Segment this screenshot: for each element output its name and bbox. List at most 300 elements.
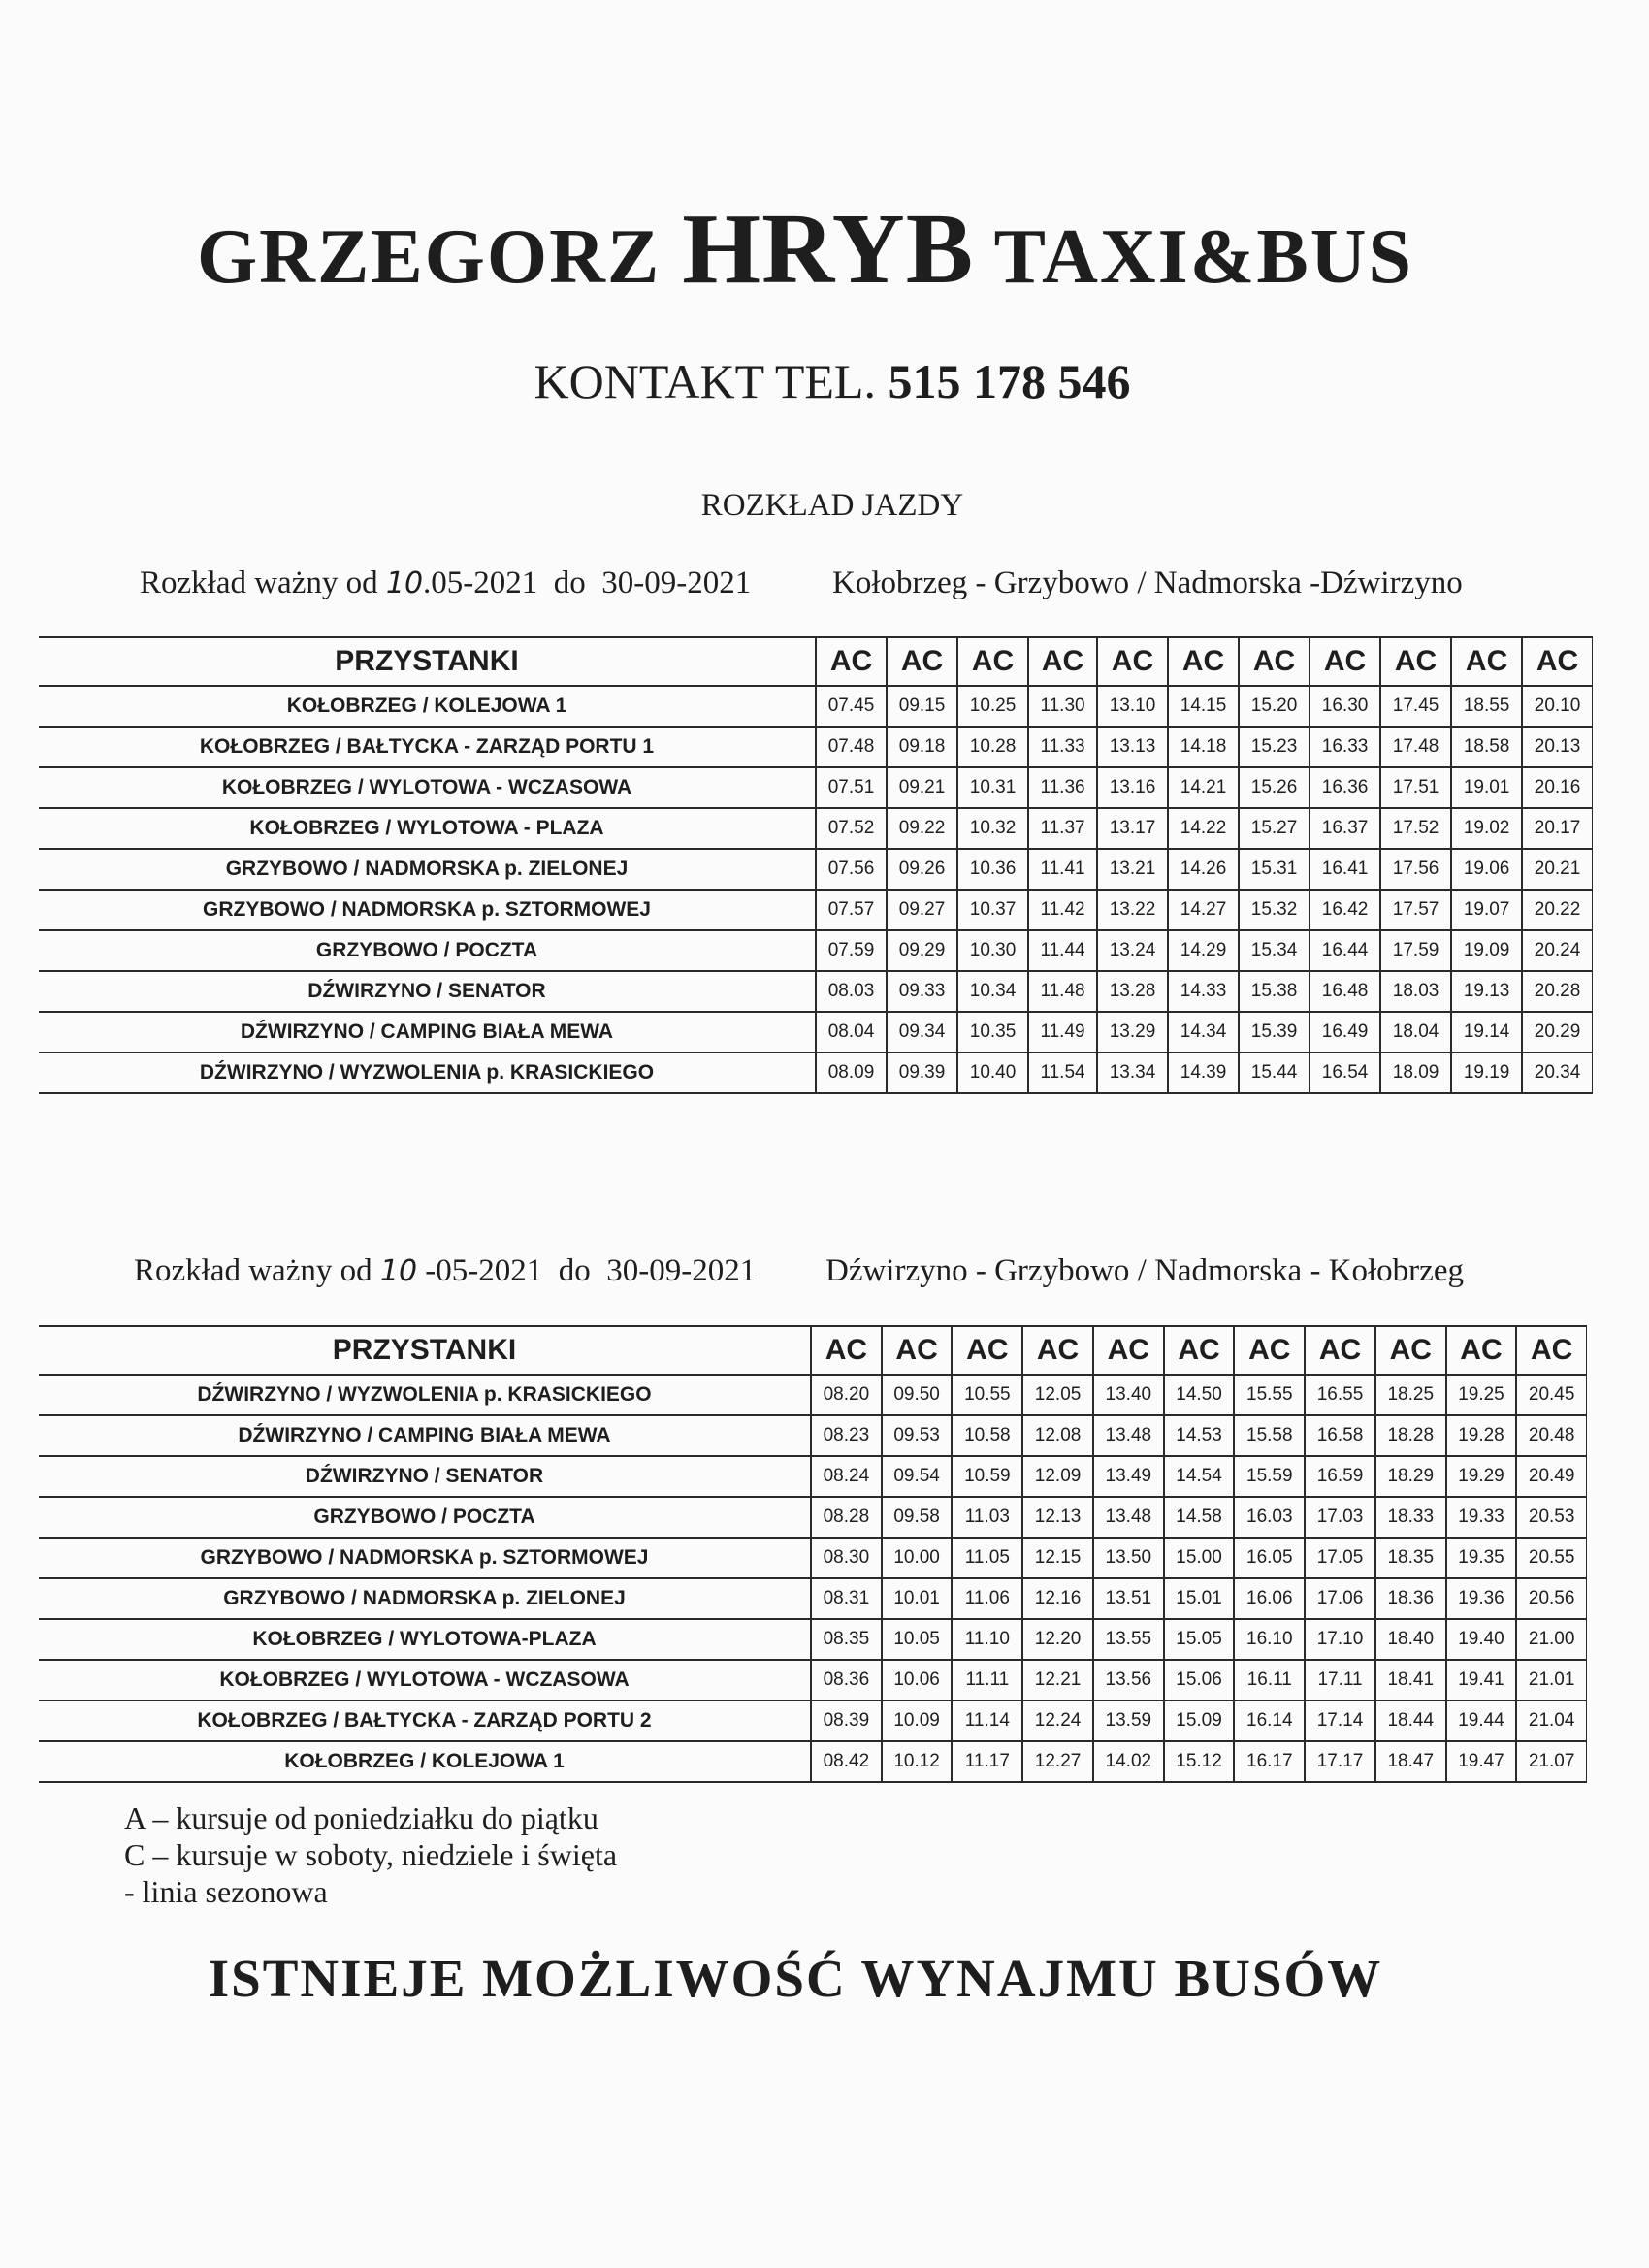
departure-time: 19.44 — [1446, 1701, 1517, 1741]
departure-time: 20.16 — [1522, 767, 1592, 808]
departure-time: 09.54 — [882, 1456, 953, 1497]
departure-time: 18.36 — [1375, 1578, 1446, 1619]
table-row — [39, 1619, 1587, 1660]
departure-time: 15.59 — [1234, 1456, 1305, 1497]
departure-time: 20.48 — [1516, 1415, 1586, 1456]
departure-time: 09.21 — [887, 767, 957, 808]
departure-time: 20.22 — [1522, 890, 1592, 930]
table-row — [39, 971, 1593, 1012]
departure-time: 10.00 — [882, 1538, 953, 1578]
departure-time: 16.17 — [1234, 1741, 1305, 1782]
departure-time: 07.52 — [816, 808, 887, 849]
run-header-2: AC — [887, 637, 957, 686]
stop-name: KOŁOBRZEG / BAŁTYCKA - ZARZĄD PORTU 2 — [39, 1701, 811, 1741]
run-header-7: AC — [1234, 1326, 1305, 1375]
stop-name: KOŁOBRZEG / KOLEJOWA 1 — [39, 1741, 811, 1782]
validity-to-label: do — [553, 566, 586, 600]
departure-time: 08.30 — [811, 1538, 882, 1578]
departure-time: 11.14 — [952, 1701, 1022, 1741]
departure-time: 15.20 — [1239, 686, 1310, 727]
departure-time: 17.03 — [1305, 1497, 1375, 1538]
departure-time: 19.06 — [1451, 849, 1522, 890]
departure-time: 20.45 — [1516, 1375, 1586, 1415]
departure-time: 18.09 — [1380, 1053, 1451, 1093]
table-row — [39, 727, 1593, 767]
departure-time: 16.54 — [1310, 1053, 1380, 1093]
departure-time: 19.19 — [1451, 1053, 1522, 1093]
departure-time: 14.50 — [1164, 1375, 1235, 1415]
departure-time: 08.24 — [811, 1456, 882, 1497]
departure-time: 21.00 — [1516, 1619, 1586, 1660]
stop-name: DŹWIRZYNO / WYZWOLENIA p. KRASICKIEGO — [39, 1053, 816, 1093]
departure-time: 14.58 — [1164, 1497, 1235, 1538]
departure-time: 13.48 — [1093, 1497, 1164, 1538]
departure-time: 15.27 — [1239, 808, 1310, 849]
departure-time: 14.21 — [1168, 767, 1239, 808]
departure-time: 12.08 — [1022, 1415, 1093, 1456]
company-title — [0, 193, 1610, 305]
departure-time: 08.23 — [811, 1415, 882, 1456]
departure-time: 15.55 — [1234, 1375, 1305, 1415]
departure-time: 13.13 — [1097, 727, 1168, 767]
stop-name: KOŁOBRZEG / KOLEJOWA 1 — [39, 686, 816, 727]
departure-time: 19.25 — [1446, 1375, 1517, 1415]
departure-time: 21.01 — [1516, 1660, 1586, 1701]
departure-time: 10.59 — [952, 1456, 1022, 1497]
stop-name: DŹWIRZYNO / CAMPING BIAŁA MEWA — [39, 1415, 811, 1456]
departure-time: 10.28 — [957, 727, 1028, 767]
departure-time: 20.28 — [1522, 971, 1592, 1012]
departure-time: 15.05 — [1164, 1619, 1235, 1660]
departure-time: 07.57 — [816, 890, 887, 930]
departure-time: 10.36 — [957, 849, 1028, 890]
table-row — [39, 1660, 1587, 1701]
departure-time: 07.56 — [816, 849, 887, 890]
departure-time: 14.18 — [1168, 727, 1239, 767]
title-name: HRYB — [682, 193, 975, 305]
departure-time: 19.02 — [1451, 808, 1522, 849]
departure-time: 11.37 — [1028, 808, 1097, 849]
departure-time: 11.33 — [1028, 727, 1097, 767]
departure-time: 10.40 — [957, 1053, 1028, 1093]
departure-time: 11.54 — [1028, 1053, 1097, 1093]
departure-time: 16.49 — [1310, 1012, 1380, 1053]
table-row — [39, 1741, 1587, 1782]
run-header-9: AC — [1375, 1326, 1446, 1375]
table-row — [39, 1538, 1587, 1578]
departure-time: 18.25 — [1375, 1375, 1446, 1415]
departure-time: 16.33 — [1310, 727, 1380, 767]
title-prefix: GRZEGORZ — [196, 214, 662, 300]
departure-time: 18.28 — [1375, 1415, 1446, 1456]
table-header-row — [39, 637, 1593, 686]
run-header-7: AC — [1239, 637, 1310, 686]
departure-time: 10.37 — [957, 890, 1028, 930]
stop-name: DŹWIRZYNO / SENATOR — [39, 1456, 811, 1497]
validity-handwritten-day: 10 — [385, 567, 424, 600]
stop-name: KOŁOBRZEG / WYLOTOWA-PLAZA — [39, 1619, 811, 1660]
departure-time: 10.25 — [957, 686, 1028, 727]
departure-time: 20.53 — [1516, 1497, 1586, 1538]
departure-time: 14.29 — [1168, 930, 1239, 971]
departure-time: 13.48 — [1093, 1415, 1164, 1456]
departure-time: 14.27 — [1168, 890, 1239, 930]
title-suffix: TAXI&BUS — [993, 214, 1414, 300]
departure-time: 09.33 — [887, 971, 957, 1012]
departure-time: 18.58 — [1451, 727, 1522, 767]
departure-time: 20.13 — [1522, 727, 1592, 767]
departure-time: 11.11 — [952, 1660, 1022, 1701]
departure-time: 17.17 — [1305, 1741, 1375, 1782]
stop-name: DŹWIRZYNO / SENATOR — [39, 971, 816, 1012]
departure-time: 20.49 — [1516, 1456, 1586, 1497]
departure-time: 16.48 — [1310, 971, 1380, 1012]
departure-time: 13.51 — [1093, 1578, 1164, 1619]
departure-time: 18.40 — [1375, 1619, 1446, 1660]
run-header-11: AC — [1522, 637, 1592, 686]
departure-time: 11.03 — [952, 1497, 1022, 1538]
departure-time: 14.33 — [1168, 971, 1239, 1012]
departure-time: 13.50 — [1093, 1538, 1164, 1578]
contact-phone: 515 178 546 — [888, 354, 1131, 408]
departure-time: 19.09 — [1451, 930, 1522, 971]
departure-time: 18.29 — [1375, 1456, 1446, 1497]
table-row — [39, 767, 1593, 808]
departure-time: 09.34 — [887, 1012, 957, 1053]
departure-time: 11.05 — [952, 1538, 1022, 1578]
departure-time: 09.50 — [882, 1375, 953, 1415]
departure-time: 11.10 — [952, 1619, 1022, 1660]
departure-time: 15.38 — [1239, 971, 1310, 1012]
departure-time: 19.47 — [1446, 1741, 1517, 1782]
departure-time: 19.33 — [1446, 1497, 1517, 1538]
departure-time: 09.15 — [887, 686, 957, 727]
departure-time: 11.36 — [1028, 767, 1097, 808]
stop-name: KOŁOBRZEG / WYLOTOWA - WCZASOWA — [39, 1660, 811, 1701]
table-header-row — [39, 1326, 1587, 1375]
departure-time: 08.36 — [811, 1660, 882, 1701]
departure-time: 14.54 — [1164, 1456, 1235, 1497]
stop-name: DŹWIRZYNO / CAMPING BIAŁA MEWA — [39, 1012, 816, 1053]
departure-time: 11.30 — [1028, 686, 1097, 727]
schedule-2-table — [39, 1325, 1587, 1783]
departure-time: 15.39 — [1239, 1012, 1310, 1053]
departure-time: 14.53 — [1164, 1415, 1235, 1456]
run-header-6: AC — [1164, 1326, 1235, 1375]
departure-time: 10.12 — [882, 1741, 953, 1782]
departure-time: 19.41 — [1446, 1660, 1517, 1701]
run-header-2: AC — [882, 1326, 953, 1375]
departure-time: 14.34 — [1168, 1012, 1239, 1053]
departure-time: 18.41 — [1375, 1660, 1446, 1701]
departure-time: 19.07 — [1451, 890, 1522, 930]
departure-time: 20.17 — [1522, 808, 1592, 849]
departure-time: 10.05 — [882, 1619, 953, 1660]
departure-time: 13.55 — [1093, 1619, 1164, 1660]
departure-time: 12.24 — [1022, 1701, 1093, 1741]
departure-time: 08.39 — [811, 1701, 882, 1741]
contact-line — [0, 354, 1649, 408]
departure-time: 16.55 — [1305, 1375, 1375, 1415]
departure-time: 09.29 — [887, 930, 957, 971]
departure-time: 15.32 — [1239, 890, 1310, 930]
validity-from-rest: -05-2021 — [425, 1253, 543, 1288]
departure-time: 09.39 — [887, 1053, 957, 1093]
departure-time: 10.01 — [882, 1578, 953, 1619]
schedule-2-validity — [134, 1255, 756, 1287]
departure-time: 16.03 — [1234, 1497, 1305, 1538]
departure-time: 07.59 — [816, 930, 887, 971]
departure-time: 15.12 — [1164, 1741, 1235, 1782]
departure-time: 11.06 — [952, 1578, 1022, 1619]
departure-time: 13.28 — [1097, 971, 1168, 1012]
departure-time: 10.31 — [957, 767, 1028, 808]
departure-time: 12.20 — [1022, 1619, 1093, 1660]
departure-time: 17.45 — [1380, 686, 1451, 727]
table-row — [39, 1415, 1587, 1456]
departure-time: 19.36 — [1446, 1578, 1517, 1619]
run-header-4: AC — [1022, 1326, 1093, 1375]
departure-time: 18.03 — [1380, 971, 1451, 1012]
departure-time: 16.10 — [1234, 1619, 1305, 1660]
departure-time: 10.06 — [882, 1660, 953, 1701]
legend-line-c: C – kursuje w soboty, niedziele i święta — [124, 1837, 618, 1872]
departure-time: 11.48 — [1028, 971, 1097, 1012]
departure-time: 10.30 — [957, 930, 1028, 971]
stop-name: GRZYBOWO / NADMORSKA p. ZIELONEJ — [39, 1578, 811, 1619]
departure-time: 09.26 — [887, 849, 957, 890]
departure-time: 09.58 — [882, 1497, 953, 1538]
schedule-heading: ROZKŁAD JAZDY — [700, 488, 964, 523]
departure-time: 12.16 — [1022, 1578, 1093, 1619]
departure-time: 10.55 — [952, 1375, 1022, 1415]
departure-time: 16.06 — [1234, 1578, 1305, 1619]
departure-time: 12.09 — [1022, 1456, 1093, 1497]
stop-name: GRZYBOWO / POCZTA — [39, 930, 816, 971]
departure-time: 16.44 — [1310, 930, 1380, 971]
run-header-9: AC — [1380, 637, 1451, 686]
departure-time: 15.23 — [1239, 727, 1310, 767]
departure-time: 15.09 — [1164, 1701, 1235, 1741]
departure-time: 17.05 — [1305, 1538, 1375, 1578]
departure-time: 18.47 — [1375, 1741, 1446, 1782]
departure-time: 16.30 — [1310, 686, 1380, 727]
stop-name: KOŁOBRZEG / BAŁTYCKA - ZARZĄD PORTU 1 — [39, 727, 816, 767]
departure-time: 11.44 — [1028, 930, 1097, 971]
departure-time: 19.13 — [1451, 971, 1522, 1012]
table-row — [39, 849, 1593, 890]
run-header-1: AC — [816, 637, 887, 686]
legend-line-a: A – kursuje od poniedziałku do piątku — [124, 1800, 598, 1835]
rental-notice: ISTNIEJE MOŻLIWOŚĆ WYNAJMU BUSÓW — [208, 1949, 1383, 2008]
departure-time: 17.11 — [1305, 1660, 1375, 1701]
departure-time: 19.29 — [1446, 1456, 1517, 1497]
departure-time: 10.34 — [957, 971, 1028, 1012]
departure-time: 19.01 — [1451, 767, 1522, 808]
stop-name: GRZYBOWO / NADMORSKA p. SZTORMOWEJ — [39, 890, 816, 930]
table-row — [39, 1497, 1587, 1538]
run-header-5: AC — [1097, 637, 1168, 686]
departure-time: 09.22 — [887, 808, 957, 849]
departure-time: 17.10 — [1305, 1619, 1375, 1660]
departure-time: 15.26 — [1239, 767, 1310, 808]
departure-time: 13.29 — [1097, 1012, 1168, 1053]
departure-time: 20.29 — [1522, 1012, 1592, 1053]
departure-time: 13.24 — [1097, 930, 1168, 971]
departure-time: 09.27 — [887, 890, 957, 930]
departure-time: 18.44 — [1375, 1701, 1446, 1741]
run-header-3: AC — [952, 1326, 1022, 1375]
table-row — [39, 1012, 1593, 1053]
run-header-11: AC — [1516, 1326, 1586, 1375]
departure-time: 13.40 — [1093, 1375, 1164, 1415]
departure-time: 13.22 — [1097, 890, 1168, 930]
departure-time: 12.21 — [1022, 1660, 1093, 1701]
run-header-5: AC — [1093, 1326, 1164, 1375]
departure-time: 16.41 — [1310, 849, 1380, 890]
departure-time: 12.15 — [1022, 1538, 1093, 1578]
departure-time: 14.15 — [1168, 686, 1239, 727]
departure-time: 19.14 — [1451, 1012, 1522, 1053]
departure-time: 18.35 — [1375, 1538, 1446, 1578]
departure-time: 19.28 — [1446, 1415, 1517, 1456]
table-row — [39, 890, 1593, 930]
departure-time: 20.24 — [1522, 930, 1592, 971]
validity-from-rest: .05-2021 — [423, 566, 538, 600]
departure-time: 08.03 — [816, 971, 887, 1012]
departure-time: 08.28 — [811, 1497, 882, 1538]
table-row — [39, 1578, 1587, 1619]
departure-time: 08.20 — [811, 1375, 882, 1415]
departure-time: 08.04 — [816, 1012, 887, 1053]
run-header-1: AC — [811, 1326, 882, 1375]
stops-header: PRZYSTANKI — [39, 637, 816, 686]
departure-time: 13.59 — [1093, 1701, 1164, 1741]
departure-time: 21.07 — [1516, 1741, 1586, 1782]
departure-time: 07.48 — [816, 727, 887, 767]
run-header-4: AC — [1028, 637, 1097, 686]
legend-line-seasonal: - linia sezonowa — [124, 1874, 328, 1909]
schedule-1-table — [39, 636, 1593, 1094]
departure-time: 16.11 — [1234, 1660, 1305, 1701]
validity-to-label: do — [558, 1253, 591, 1288]
stop-name: GRZYBOWO / NADMORSKA p. SZTORMOWEJ — [39, 1538, 811, 1578]
departure-time: 10.35 — [957, 1012, 1028, 1053]
departure-time: 11.17 — [952, 1741, 1022, 1782]
departure-time: 13.21 — [1097, 849, 1168, 890]
departure-time: 08.42 — [811, 1741, 882, 1782]
departure-time: 20.21 — [1522, 849, 1592, 890]
table-row — [39, 1701, 1587, 1741]
departure-time: 17.59 — [1380, 930, 1451, 971]
departure-time: 17.51 — [1380, 767, 1451, 808]
table-row — [39, 930, 1593, 971]
departure-time: 20.55 — [1516, 1538, 1586, 1578]
table-row — [39, 686, 1593, 727]
departure-time: 13.17 — [1097, 808, 1168, 849]
validity-to-date: 30-09-2021 — [606, 1253, 757, 1288]
departure-time: 14.39 — [1168, 1053, 1239, 1093]
stop-name: GRZYBOWO / NADMORSKA p. ZIELONEJ — [39, 849, 816, 890]
departure-time: 13.49 — [1093, 1456, 1164, 1497]
departure-time: 20.10 — [1522, 686, 1592, 727]
departure-time: 13.16 — [1097, 767, 1168, 808]
departure-time: 17.48 — [1380, 727, 1451, 767]
stop-name: KOŁOBRZEG / WYLOTOWA - WCZASOWA — [39, 767, 816, 808]
departure-time: 16.36 — [1310, 767, 1380, 808]
departure-time: 17.57 — [1380, 890, 1451, 930]
departure-time: 16.59 — [1305, 1456, 1375, 1497]
contact-label: KONTAKT TEL. — [534, 354, 876, 408]
table-row — [39, 1375, 1587, 1415]
run-header-6: AC — [1168, 637, 1239, 686]
departure-time: 17.56 — [1380, 849, 1451, 890]
departure-time: 08.09 — [816, 1053, 887, 1093]
departure-time: 10.32 — [957, 808, 1028, 849]
run-header-10: AC — [1446, 1326, 1517, 1375]
departure-time: 13.10 — [1097, 686, 1168, 727]
schedule-1-validity — [140, 567, 751, 599]
departure-time: 15.44 — [1239, 1053, 1310, 1093]
departure-time: 18.33 — [1375, 1497, 1446, 1538]
departure-time: 10.58 — [952, 1415, 1022, 1456]
departure-time: 15.01 — [1164, 1578, 1235, 1619]
departure-time: 07.45 — [816, 686, 887, 727]
validity-to-date: 30-09-2021 — [601, 566, 752, 600]
stop-name: DŹWIRZYNO / WYZWOLENIA p. KRASICKIEGO — [39, 1375, 811, 1415]
departure-time: 08.31 — [811, 1578, 882, 1619]
table-row — [39, 808, 1593, 849]
departure-time: 15.06 — [1164, 1660, 1235, 1701]
stops-header: PRZYSTANKI — [39, 1326, 811, 1375]
departure-time: 16.14 — [1234, 1701, 1305, 1741]
departure-time: 08.35 — [811, 1619, 882, 1660]
departure-time: 12.05 — [1022, 1375, 1093, 1415]
departure-time: 16.37 — [1310, 808, 1380, 849]
departure-time: 21.04 — [1516, 1701, 1586, 1741]
departure-time: 11.41 — [1028, 849, 1097, 890]
departure-time: 12.27 — [1022, 1741, 1093, 1782]
departure-time: 17.52 — [1380, 808, 1451, 849]
departure-time: 15.58 — [1234, 1415, 1305, 1456]
validity-handwritten-day: 10 — [379, 1254, 418, 1288]
schedule-1-route: Kołobrzeg - Grzybowo / Nadmorska -Dźwirzyno — [832, 566, 1463, 600]
departure-time: 14.22 — [1168, 808, 1239, 849]
departure-time: 15.31 — [1239, 849, 1310, 890]
run-header-8: AC — [1310, 637, 1380, 686]
departure-time: 17.14 — [1305, 1701, 1375, 1741]
departure-time: 17.06 — [1305, 1578, 1375, 1619]
departure-time: 13.56 — [1093, 1660, 1164, 1701]
departure-time: 07.51 — [816, 767, 887, 808]
legend — [124, 1799, 617, 1910]
table-row — [39, 1053, 1593, 1093]
run-header-8: AC — [1305, 1326, 1375, 1375]
departure-time: 13.34 — [1097, 1053, 1168, 1093]
departure-time: 15.00 — [1164, 1538, 1235, 1578]
run-header-10: AC — [1451, 637, 1522, 686]
run-header-3: AC — [957, 637, 1028, 686]
validity-prefix: Rozkład ważny od — [134, 1253, 372, 1288]
departure-time: 18.55 — [1451, 686, 1522, 727]
departure-time: 12.13 — [1022, 1497, 1093, 1538]
schedule-2-route: Dźwirzyno - Grzybowo / Nadmorska - Kołobrzeg — [825, 1253, 1464, 1288]
departure-time: 10.09 — [882, 1701, 953, 1741]
departure-time: 19.40 — [1446, 1619, 1517, 1660]
departure-time: 11.49 — [1028, 1012, 1097, 1053]
departure-time: 20.56 — [1516, 1578, 1586, 1619]
departure-time: 09.18 — [887, 727, 957, 767]
